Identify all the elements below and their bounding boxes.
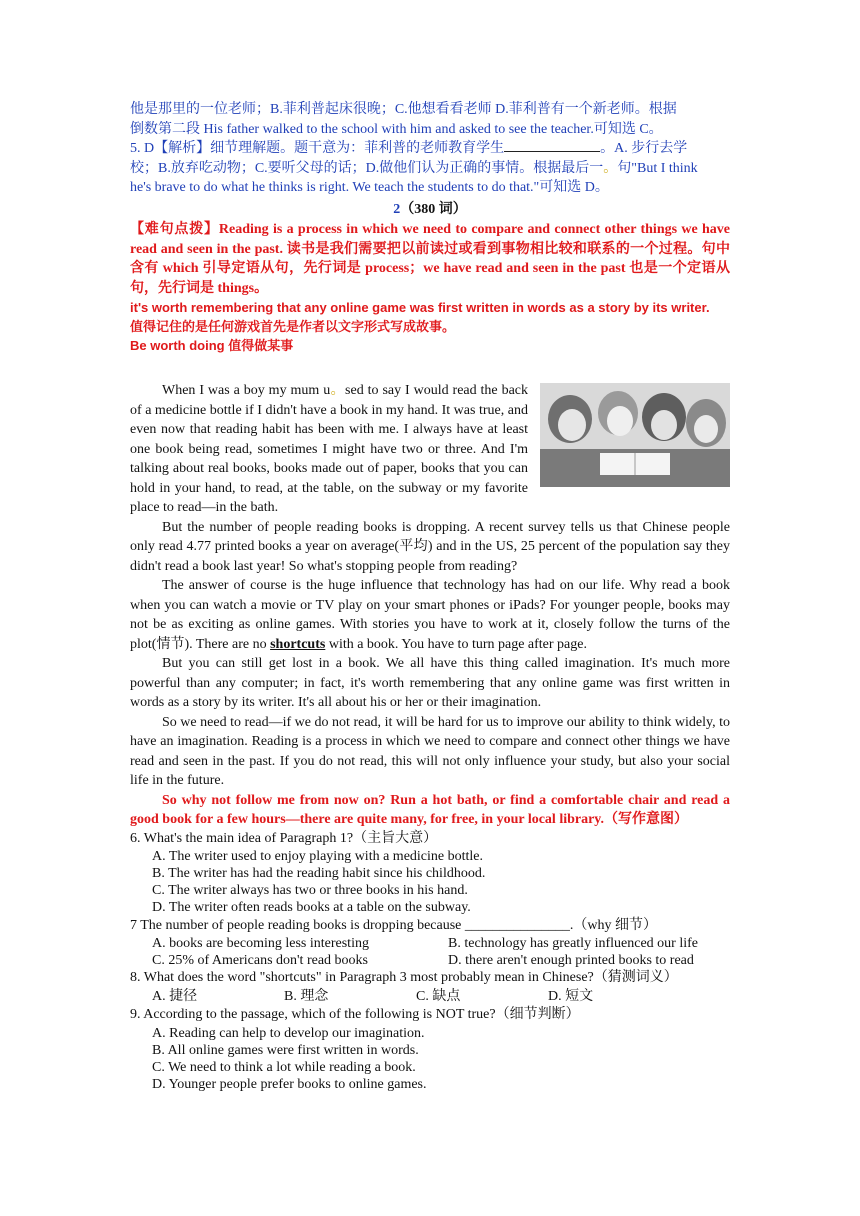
question-7-options-row-1 [130, 935, 730, 952]
question-9-option-c: C. We need to think a lot while reading a book. [152, 1059, 416, 1075]
difficult-sentence-tips [130, 220, 730, 355]
answer-line-3 [130, 139, 730, 159]
question-9: 9. According to the passage, which of the following is NOT true?（细节判断） [130, 1007, 580, 1023]
question-6: 6. What's the main idea of Paragraph 1?（主旨大意） [130, 830, 438, 846]
word-shortcuts: shortcuts [270, 636, 326, 652]
section-heading [130, 200, 730, 220]
passage-p1-start: When I was a boy my mum u [162, 383, 331, 398]
children-reading-photo [540, 383, 730, 487]
answer-line-4-quote: 句"But I think [617, 160, 698, 176]
question-9-option-a: A. Reading can help to develop our imagination. [152, 1025, 425, 1041]
questions [130, 830, 730, 1094]
section-word-count: （380 词） [400, 201, 467, 217]
answer-blank [504, 139, 600, 152]
question-6-option-d: D. The writer often reads books at a table on the subway. [152, 900, 471, 916]
question-9-option-d: D. Younger people prefer books to online games. [152, 1077, 427, 1093]
question-6-option-c: C. The writer always has two or three books in his hand. [152, 883, 468, 899]
answer-line-4 [130, 159, 730, 179]
passage-paragraph-3 [130, 576, 730, 654]
tip-phrase: Be worth doing 值得做某事 [130, 338, 294, 353]
answer-5-options: 。A. 步行去学 [600, 141, 688, 156]
question-6-option-b: B. The writer has had the reading habit since his childhood. [152, 865, 486, 881]
answer-line-1: 他是那里的一位老师；B.菲利普起床很晚；C.他想看看老师 D.菲利普有一个新老师。根据 [130, 102, 677, 117]
tip-translation-2: 值得记住的是任何游戏首先是作者以文字形式写成故事。 [130, 319, 456, 334]
question-6-option-a: A. The writer used to enjoy playing with a medicine bottle. [152, 848, 483, 864]
passage-p3-end: with a book. You have to turn page after page. [325, 636, 587, 652]
question-8-option-d: D. 短文 [548, 989, 594, 1005]
question-9-option-b: B. All online games were first written in words. [152, 1042, 419, 1058]
passage-paragraph-4: But you can still get lost in a book. We all have this thing called imagination. It's much more powerful than any computer; in fact, it's worth remembering that any online game was first written in words as a story by its writer. It's all about his or her or their imagination. [130, 656, 730, 710]
question-7-options-row-2 [130, 952, 730, 969]
passage-paragraph-2: But the number of people reading books is dropping. A recent survey tells us that Chinese people only read 4.77 printed books a year on average(平均) and in the US, 25 percent of the population say they didn't read a book last year! So what's stopping people from reading? [130, 519, 730, 574]
question-8-option-a: A. 捷径 [152, 989, 198, 1005]
passage-paragraph-6: So why not follow me from now on? Run a hot bath, or find a comfortable chair and read a good book for a few hours—there are quite many, for free, in your local library.（写作意图） [130, 792, 730, 827]
answer-explanation [130, 100, 730, 198]
punct-mark: 。 [330, 383, 346, 398]
passage-paragraph-5: So we need to read—if we do not read, it will be hard for us to improve our ability to think widely, to have an imagination. Reading is a process in which we need to compare and connect other things we have read and seen in the past. If you do not read, this will not only influence your study, but also your social life in the future. [130, 714, 730, 788]
question-8-options [130, 987, 730, 1006]
tip-sentence-2: it's worth remembering that any online game was first written in words as a story by its writer. [130, 300, 710, 315]
answer-line-5: he's brave to do what he thinks is right. We teach the students to do that."可知选 D。 [130, 180, 609, 195]
question-8-option-b: B. 理念 [284, 989, 329, 1005]
tip-paragraph-1: 【难句点拨】Reading is a process in which we need to compare and connect other things we have read and seen in the past. 读书是我们需要把以前读过或看到事物相比较和联系的一个过程。句中含有 which 引导定语从句，先行词是 process；we have read and seen in the past 也是一个定语从句，先行词是 things。 [130, 222, 730, 296]
question-7: 7 The number of people reading books is dropping because _______________.（why 细节） [130, 917, 657, 933]
document-page [130, 100, 730, 1093]
answer-line-2: 倒数第二段 His father walked to the school with him and asked to see the teacher.可知选 C。 [130, 121, 663, 137]
question-7-option-a: A. books are becoming less interesting [152, 935, 369, 951]
question-7-option-d: D. there aren't enough printed books to read [448, 952, 694, 968]
punct-mark: 。 [603, 160, 618, 176]
question-7-option-b: B. technology has greatly influenced our life [448, 935, 698, 951]
answer-line-4-text: 校；B.放弃吃动物；C.要听父母的话；D.做他们认为正确的事情。根据最后一 [130, 160, 604, 176]
question-8: 8. What does the word "shortcuts" in Paragraph 3 most probably mean in Chinese?（猜测词义） [130, 970, 678, 986]
section-number: 2 [393, 201, 401, 217]
passage-p1-rest: sed to say I would read the back of a medicine bottle if I didn't have a book in my hand. It was true, and even now that reading habit has been with me. I always have at least one book being read, sometimes I might have two or three. And I'm talking about real books, books made out of paper, books that you can hold in your hand, to read, at the table, on the subway or my favorite place to read—in the bath. [130, 383, 528, 515]
reading-passage [130, 381, 730, 830]
answer-5-text: 5. D【解析】细节理解题。题干意为：菲利普的老师教育学生 [130, 141, 505, 156]
question-8-option-c: C. 缺点 [416, 989, 461, 1005]
question-7-option-c: C. 25% of Americans don't read books [152, 952, 368, 968]
passage-p3-start: The answer of course is the huge influence that technology has had on our life. Why read a book when you can watch a movie or TV play on your smart phones or iPads? For younger people, books may not be as exciting as online games. With stories you have to work at it, closely follow the turns of the plot(情节). There are no [130, 578, 730, 652]
